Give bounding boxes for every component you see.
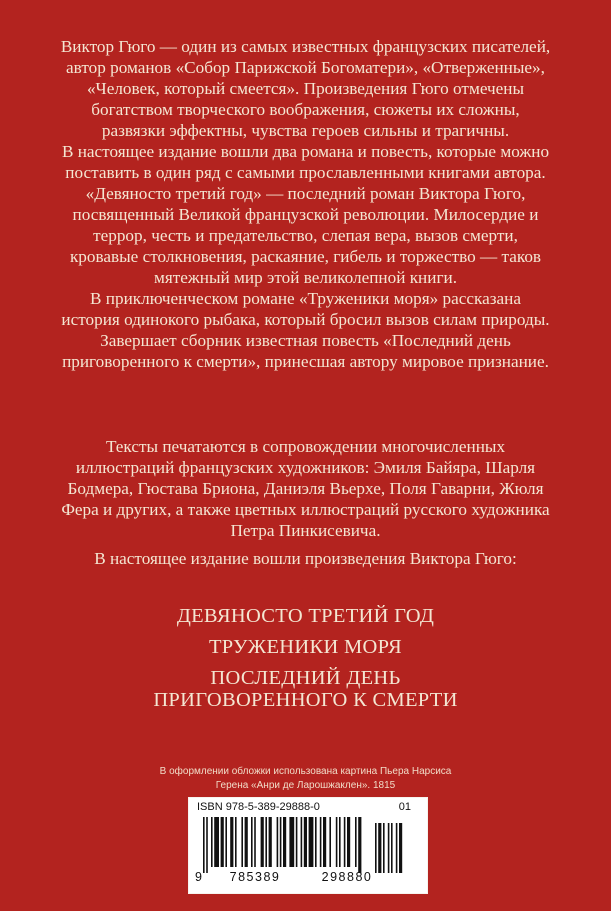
barcode-digit-first: 9 [195,870,204,884]
isbn-number: ISBN 978-5-389-29888-0 [197,801,320,813]
works-list [40,605,571,711]
illustrations-note: Тексты печатаются в сопровождении многочисленных иллюстраций французских художников: Эмиля Байяра, Шарля Бодмера, Гюстава Бриона, Даниэля Вьерхе, Поля Гаварни, Жюля Фера и других, а также цветных иллюстраций русского художника Петра Пинкисевича. [61,437,550,540]
barcode-bar [329,817,331,867]
barcode-bar [320,817,322,867]
barcode-bar [225,817,227,867]
barcode-bar [251,817,253,867]
barcode-bars [203,817,413,873]
barcode-digits-supplement [393,870,421,884]
work-title: ТРУЖЕНИКИ МОРЯ [208,636,403,658]
description-paragraph: В приключенческом романе «Труженики моря» рассказана история одинокого рыбака, который бросил вызов силам природы. Завершает сборник известная повесть «Последний день приговоренного к смерти», принесшая автору мировое признание. [61,289,550,371]
barcode [188,797,428,894]
barcode-bar [388,823,390,873]
work-title: ДЕВЯНОСТО ТРЕТИЙ ГОД [176,605,435,627]
isbn-line [197,801,417,813]
barcode-bar [301,817,303,867]
barcode-digits-right: 298880 [321,870,373,884]
description-block [60,36,551,372]
barcode-bar [358,817,361,873]
barcode-bar [206,817,208,873]
barcode-bar [277,817,279,867]
barcode-bar [347,817,350,867]
barcode-bar [289,817,294,867]
barcode-bar [339,817,341,867]
barcode-bar [283,817,286,867]
barcode-bar [336,817,338,867]
barcode-bar [355,817,357,867]
description-paragraph: Виктор Гюго — один из самых известных французских писателей, автор романов «Собор Парижской Богоматери», «Отверженные», «Человек, который смеется». Произведения Гюго отмечены богатством творческого воображения, сюжеты их сложны, развязки эффектны, чувства героев сильны и трагичны. [60,37,551,140]
barcode-bar [323,817,326,867]
work-title: ПОСЛЕДНИЙ ДЕНЬ ПРИГОВОРЕННОГО К СМЕРТИ [153,667,458,711]
barcode-bar [396,823,398,873]
barcode-bar [399,823,402,873]
barcode-bar [261,817,264,867]
barcode-bar [245,817,248,867]
barcode-bar [241,817,243,867]
barcode-bar [296,817,298,867]
description-paragraph: В настоящее издание вошли два романа и повесть, которые можно поставить в один ряд с самыми прославленными книгами автора. «Девяносто третий год» — последний роман Виктора Гюго, посвященный Великой французской революции. Милосердие и террор, честь и предательство, слепая вера, вызов смерти, кровавые столкновения, раскаяние, гибель и торжество — таков мятежный мир этой великолепной книги. [61,142,550,287]
barcode-bar [383,823,385,873]
barcode-bar [309,817,314,867]
barcode-bar [265,817,267,867]
barcode-digits-left: 785389 [229,870,281,884]
barcode-bar [391,823,393,873]
contents-intro: В настоящее издание вошли произведения Виктора Гюго: [94,549,517,568]
isbn-supplement: 01 [398,801,411,813]
barcode-bar [344,817,346,867]
barcode-bar [254,817,256,867]
barcode-bar [378,823,381,873]
barcode-bar [315,817,317,867]
barcode-bar [269,817,272,867]
barcode-bar [280,817,282,867]
barcode-bar [211,817,213,867]
barcode-bar [235,817,237,867]
barcode-bar [221,817,224,867]
barcode-bar [214,817,219,867]
barcode-bar [375,823,377,873]
barcode-bar [230,817,233,867]
cover-art-credit: В оформлении обложки использована картина Пьера Нарсиса Герена «Анри де Ларошжаклен». 1815 [159,766,452,791]
barcode-bar [304,817,307,867]
barcode-bar [203,817,205,873]
barcode-digits [195,870,421,884]
